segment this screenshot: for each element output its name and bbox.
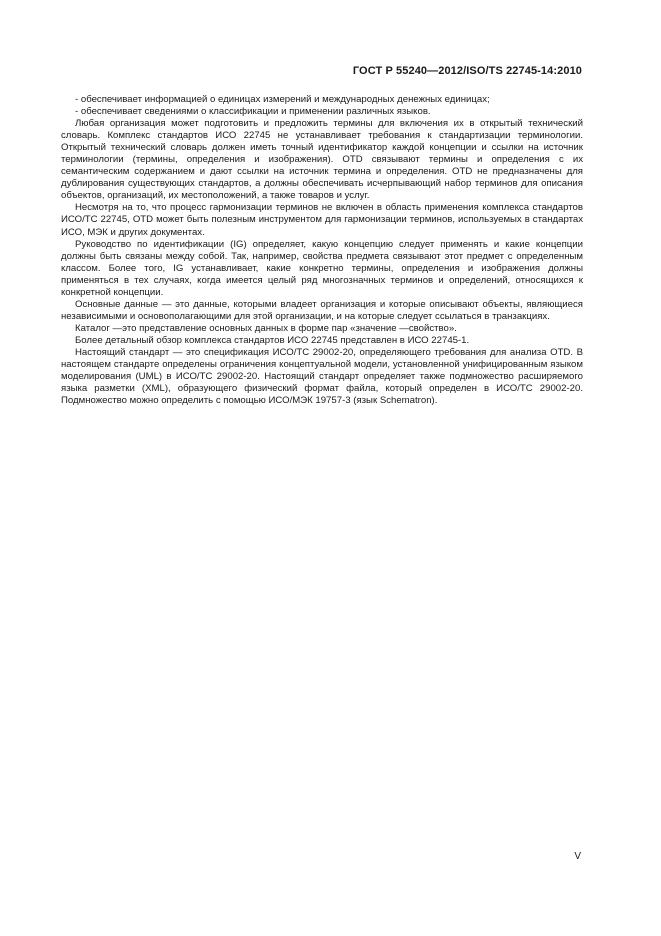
bullet-item: - обеспечивает сведениями о классификации и применении различных языков. [75,106,431,118]
page-header-standard-id: ГОСТ Р 55240—2012/ISO/TS 22745-14:2010 [352,65,582,77]
body-paragraph: Настоящий стандарт — это спецификация ИСО/ТС 29002-20, определяющего требования для анализа OTD. В настоящем стандарте определены ограничения концептуальной модели, установленной унифицированным языком моделирования (UML) в ИСО/ТС 29002-20. Настоящий стандарт определяет также подмножество расширяемого языка разметки (XML), образующего физический формат файла, который определен в ИСО/ТС 29002-20. Подмножество можно определить с помощью ИСО/МЭК 19757-3 (язык Schematron). [61,346,583,407]
body-paragraph: Руководство по идентификации (IG) определяет, какую концепцию следует применять и какие концепции должны быть связаны между собой. Так, например, свойства предмета связывают этот предмет с определенным классом. Более того, IG устанавливает, какие конкретно термины, определения и изображения должны применяться в тех случаях, когда имеется целый ряд многозначных терминов и определений, относящихся к конкретной концепции. [61,238,583,298]
page-number: V [574,851,581,862]
body-paragraph: Основные данные — это данные, которыми владеет организация и которые описывают объекты, являющиеся независимыми и основополагающими для этой организации, и на которые следует ссылаться в транзакциях. [61,298,583,322]
body-paragraph: Более детальный обзор комплекса стандартов ИСО 22745 представлен в ИСО 22745-1. [75,334,470,346]
body-paragraph: Каталог —это представление основных данных в форме пар «значение —свойство». [75,322,457,334]
document-body [61,94,583,407]
body-paragraph: Несмотря на то, что процесс гармонизации терминов не включен в область применения комплекса стандартов ИСО/ТС 22745, OTD может быть полезным инструментом для гармонизации терминов, используемых в стандартах ИСО, МЭК и других документах. [61,202,583,238]
body-paragraph: Любая организация может подготовить и предложить термины для включения их в открытый технический словарь. Комплекс стандартов ИСО 22745 не устанавливает требования к стандартизации терминологии. Открытый технический словарь должен иметь точный идентификатор каждой концепции и ссылки на источник терминологии (термины, определения и изображения). OTD связывают термины и определения с их семантическим содержанием и дают ссылки на источник термина и определения. OTD не предназначены для дублирования существующих стандартов, а должны обеспечивать исчерпывающий набор терминов для описания объектов, организаций, их местоположений, а также товаров и услуг. [61,118,583,202]
bullet-item: - обеспечивает информацией о единицах измерений и международных денежных единицах; [75,94,490,105]
